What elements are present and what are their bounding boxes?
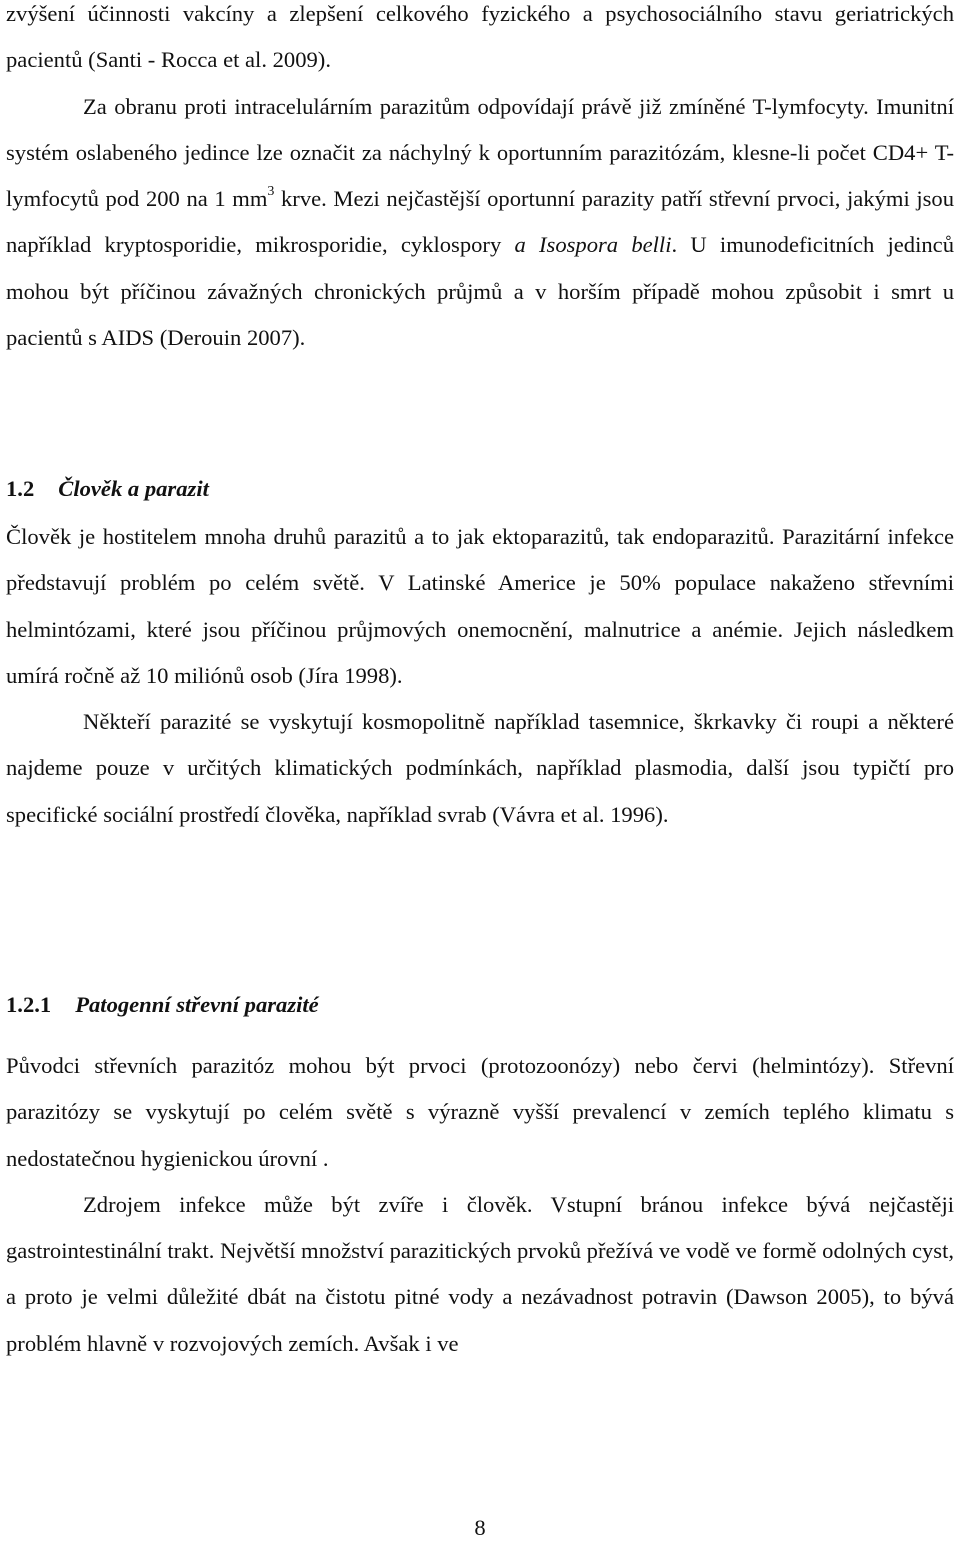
paragraph-t-lymphocytes (6, 84, 954, 362)
paragraph-cosmopolitan: Někteří parazité se vyskytují kosmopolitně například tasemnice, škrkavky či roupi a některé najdeme pouze v určitých klimatických podmínkách, například plasmodia, další jsou typičtí pro specifické sociální prostředí člověka, například svrab (Vávra et al. 1996). (6, 709, 954, 827)
section-heading-1-2-1 (6, 990, 319, 1020)
paragraph-infection-source: Zdrojem infekce může být zvíře i člověk. Vstupní bránou infekce bývá nejčastěji gastrointestinální trakt. Největší množství parazitických prvoků přežívá ve vodě ve formě odolných cyst, a proto je velmi důležité dbát na čistotu pitné vody a nezávadnost potravin (Dawson 2005), to bývá problém hlavně v rozvojových zemích. Avšak i ve (6, 1191, 954, 1356)
paragraph-human-host: Člověk je hostitelem mnoha druhů parazitů a to jak ektoparazitů, tak endoparazitů. Parazitární infekce představují problém po celém světě. V Latinské Americe je 50% populace nakaženo střevními helmintózami, které jsou příčinou průjmových onemocnění, malnutrice a anémie. Jejich následkem umírá ročně až 10 miliónů osob (Jíra 1998). (6, 524, 954, 688)
p2-text-a: Za obranu proti intracelulárním parazitům odpovídají právě již zmíněné T-lymfocyty. Imunitní systém oslabeného jedince lze označit za náchylný k oportunním parazitózám, klesne-li počet CD4+ T-lymfocytů pod 200 na 1 mm (6, 93, 954, 212)
section-title: Člověk a parazit (58, 476, 209, 501)
intro-block (6, 0, 954, 361)
section-number: 1.2 (6, 476, 35, 501)
page-number: 8 (474, 1515, 486, 1540)
superscript-3: 3 (267, 184, 275, 200)
p2-text-b: krve. Mezi nejčastější oportunní parazity patří střevní prvoci, jakými jsou například kryptosporidie, mikrosporidie, cyklospory (6, 186, 954, 258)
section-1-2-1-body (6, 1043, 954, 1367)
paragraph-origins: Původci střevních parazitóz mohou být prvoci (protozoonózy) nebo červi (helmintózy). Střevní parazitózy se vyskytují po celém světě s výrazně vyšší prevalencí v zemích teplého klimatu s nedostatečnou hygienickou úrovní . (6, 1053, 954, 1171)
p2-text-c: . U imunodeficitních jedinců mohou být příčinou závažných chronických průjmů a v horším případě mohou způsobit i smrt u pacientů s AIDS (Derouin 2007). (6, 232, 955, 351)
section-heading-1-2 (6, 474, 209, 504)
paragraph-continuation: zvýšení účinnosti vakcíny a zlepšení celkového fyzického a psychosociálního stavu geriatrických pacientů (Santi - Rocca et al. 2009). (6, 1, 954, 73)
subsection-title: Patogenní střevní parazité (75, 992, 319, 1017)
p2-italic: a Isospora belli (514, 232, 672, 258)
subsection-number: 1.2.1 (6, 992, 52, 1017)
section-1-2-body (6, 514, 954, 838)
